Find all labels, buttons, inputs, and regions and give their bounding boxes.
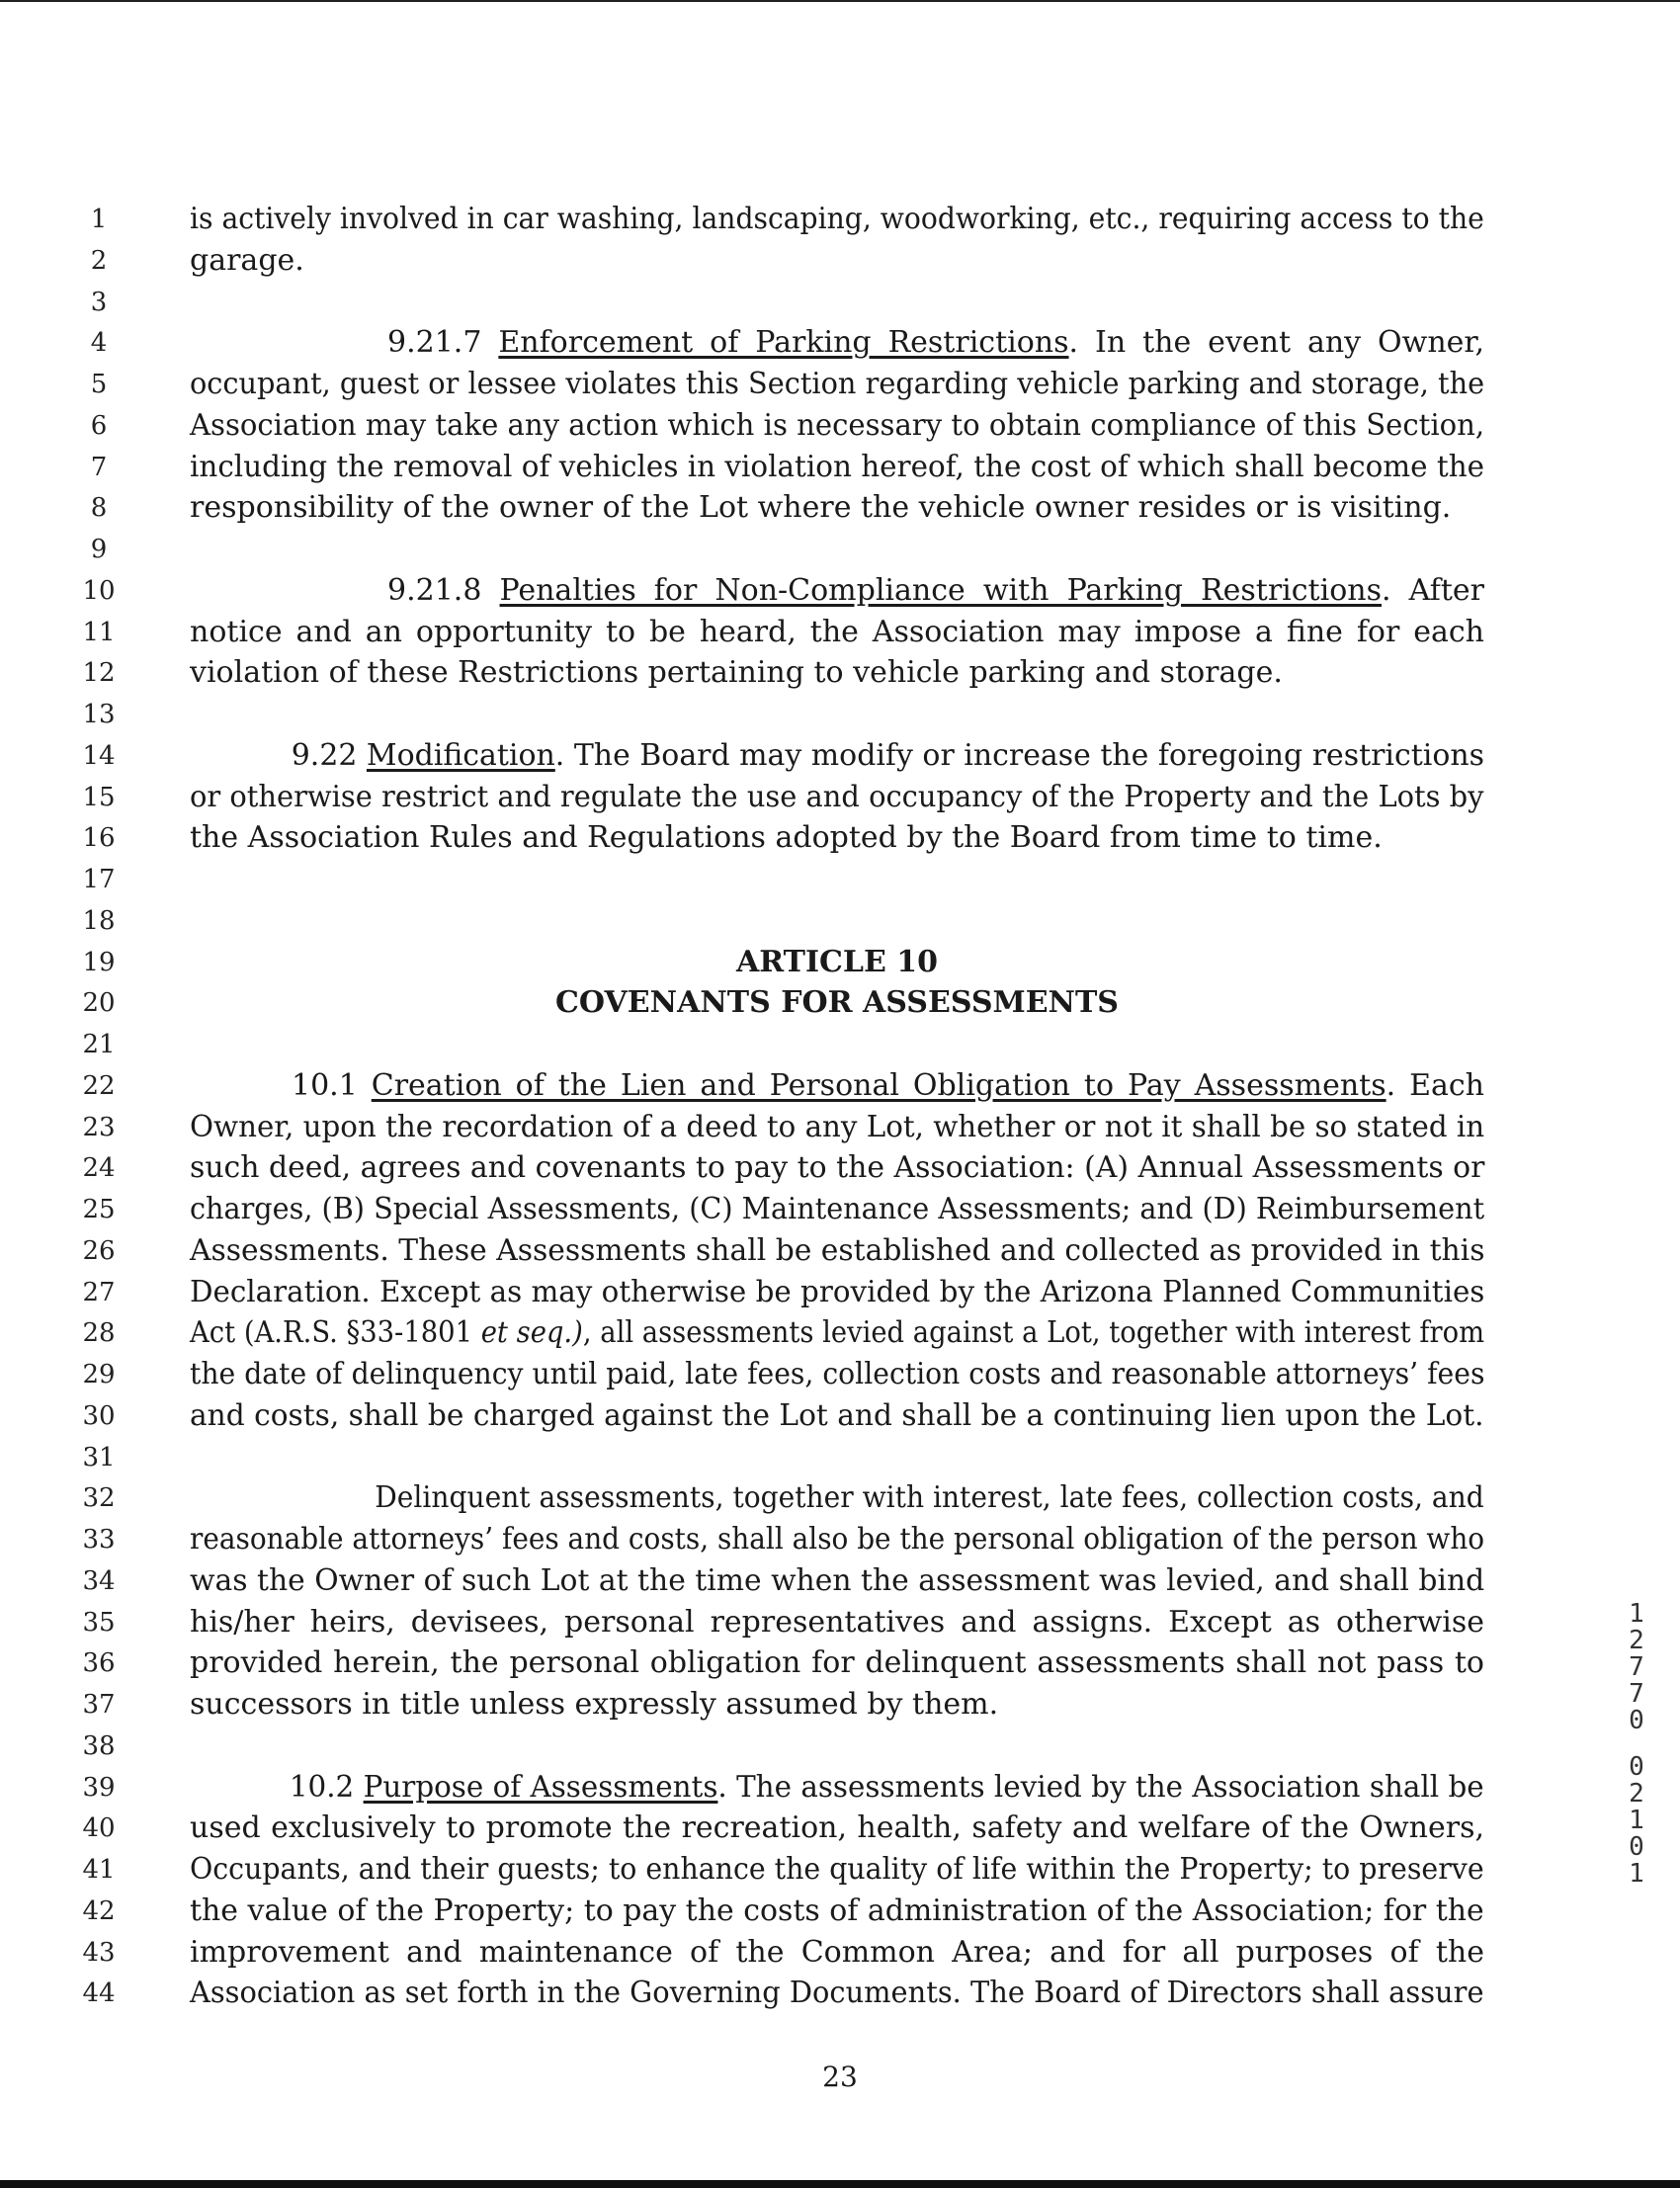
text-run: used exclusively to promote the recreation, health, safety and welfare of the Owners, bbox=[190, 1810, 1484, 1846]
line-number: 5 bbox=[90, 370, 108, 399]
text-line bbox=[190, 1108, 1485, 1147]
line-number: 7 bbox=[90, 452, 108, 482]
scan-top-edge bbox=[0, 0, 1680, 2]
line-number: 8 bbox=[90, 493, 108, 524]
text-line bbox=[190, 1561, 1485, 1601]
text-line bbox=[190, 778, 1484, 817]
line-number: 19 bbox=[82, 947, 116, 977]
text-line bbox=[190, 365, 1485, 404]
article-title: COVENANTS FOR ASSESSMENTS bbox=[555, 985, 1119, 1021]
text-line bbox=[190, 323, 1484, 363]
text-run: violation of these Restrictions pertaining to vehicle parking and storage. bbox=[190, 655, 1283, 691]
text-run: is actively involved in car washing, landscaping, woodworking, etc., requiring access to the bbox=[190, 202, 1484, 236]
text-run: . The assessments levied by the Association shall be bbox=[717, 1769, 1484, 1805]
stamp-digit: 1 bbox=[1629, 1599, 1644, 1629]
text-run: . After bbox=[1381, 572, 1484, 608]
text-run: . Each bbox=[1386, 1067, 1484, 1103]
text-run: et seq.) bbox=[480, 1315, 583, 1351]
article-heading: ARTICLE 10 bbox=[735, 944, 939, 979]
text-run: his/her heirs, devisees, personal representatives and assigns. Except as otherwise bbox=[190, 1604, 1484, 1640]
text-run: Assessments. These Assessments shall be established and collected as provided in this bbox=[190, 1232, 1485, 1268]
line-number: 44 bbox=[82, 1978, 116, 2009]
stamp-digit: 0 bbox=[1629, 1832, 1644, 1862]
text-line bbox=[190, 1148, 1485, 1188]
text-run: 9.22 bbox=[291, 737, 367, 773]
text-run: notice and an opportunity to be heard, the Association may impose a fine for each bbox=[190, 614, 1484, 649]
text-line bbox=[190, 200, 1484, 239]
text-run: reasonable attorneys’ fees and costs, shall also be the personal obligation of the person who bbox=[190, 1522, 1485, 1557]
stamp-digit: 0 bbox=[1629, 1706, 1644, 1735]
text-line bbox=[190, 1190, 1485, 1229]
line-number: 43 bbox=[82, 1937, 116, 1968]
text-line bbox=[190, 1396, 1484, 1436]
text-line bbox=[190, 1643, 1484, 1683]
text-line bbox=[190, 448, 1485, 487]
text-run: , all assessments levied against a Lot, together with interest from bbox=[582, 1315, 1485, 1351]
text-run: Occupants, and their guests; to enhance the quality of life within the Property; to preserve bbox=[190, 1852, 1484, 1887]
line-number: 9 bbox=[90, 535, 108, 564]
text-line bbox=[190, 1478, 1484, 1518]
text-run: Association as set forth in the Governing Documents. The Board of Directors shall assure bbox=[190, 1976, 1484, 2011]
line-number: 42 bbox=[82, 1895, 116, 1926]
text-run: Owner, upon the recordation of a deed to any Lot, whether or not it shall be so stated in bbox=[190, 1109, 1485, 1144]
text-line bbox=[190, 1685, 1484, 1725]
text-line bbox=[190, 241, 1484, 281]
text-run: responsibility of the owner of the Lot where the vehicle owner resides or is visiting. bbox=[190, 490, 1452, 526]
text-line bbox=[190, 1273, 1485, 1312]
line-number: 22 bbox=[82, 1070, 116, 1101]
line-number: 32 bbox=[82, 1483, 116, 1514]
line-number: 13 bbox=[82, 700, 116, 729]
section-title: Purpose of Assessments bbox=[363, 1769, 718, 1805]
line-number: 15 bbox=[82, 782, 116, 812]
section-title: Creation of the Lien and Personal Obligation to Pay Assessments bbox=[371, 1067, 1386, 1103]
text-run: Association may take any action which is necessary to obtain compliance of this Section, bbox=[190, 407, 1485, 443]
text-run: garage. bbox=[190, 242, 304, 278]
stamp-digit: 2 bbox=[1629, 1626, 1644, 1655]
line-number: 40 bbox=[82, 1813, 116, 1844]
text-run: the date of delinquency until paid, late fees, collection costs and reasonable attorneys’ fees bbox=[190, 1357, 1485, 1391]
line-number: 14 bbox=[82, 740, 116, 771]
stamp-digit: 7 bbox=[1629, 1652, 1644, 1682]
text-run: occupant, guest or lessee violates this Section regarding vehicle parking and storage, the bbox=[190, 367, 1485, 401]
text-line bbox=[190, 818, 1484, 858]
text-run: 9.21.7 bbox=[387, 325, 499, 361]
line-number: 6 bbox=[90, 410, 108, 441]
recording-stamp bbox=[1623, 1601, 1650, 1888]
text-run: improvement and maintenance of the Common Area; and for all purposes of the bbox=[190, 1934, 1484, 1970]
line-number: 21 bbox=[82, 1030, 116, 1059]
line-number: 17 bbox=[82, 865, 116, 894]
text-run: 9.21.8 bbox=[387, 572, 500, 608]
text-line bbox=[190, 653, 1484, 693]
line-number: 36 bbox=[82, 1648, 116, 1679]
line-number: 31 bbox=[82, 1442, 116, 1473]
line-number: 4 bbox=[90, 328, 108, 359]
stamp-digit: 1 bbox=[1629, 1859, 1644, 1889]
text-run: Declaration. Except as may otherwise be provided by the Arizona Planned Communities bbox=[190, 1274, 1485, 1309]
text-run: the value of the Property; to pay the costs of administration of the Association; for the bbox=[190, 1893, 1484, 1928]
section-title: Penalties for Non-Compliance with Parking Restrictions bbox=[499, 572, 1382, 608]
text-run: such deed, agrees and covenants to pay to the Association: (A) Annual Assessments or bbox=[190, 1150, 1485, 1186]
text-line bbox=[190, 1809, 1484, 1848]
line-number: 3 bbox=[90, 287, 108, 317]
text-run: provided herein, the personal obligation for delinquent assessments shall not pass to bbox=[190, 1645, 1484, 1681]
line-number: 25 bbox=[82, 1195, 116, 1224]
line-number: 28 bbox=[82, 1318, 116, 1349]
line-number: 18 bbox=[82, 905, 116, 936]
text-line bbox=[190, 1850, 1484, 1890]
text-line bbox=[190, 1892, 1484, 1931]
text-run: or otherwise restrict and regulate the use and occupancy of the Property and the Lots by bbox=[190, 779, 1484, 814]
text-run: successors in title unless expressly assumed by them. bbox=[190, 1687, 999, 1722]
text-run: the Association Rules and Regulations adopted by the Board from time to time. bbox=[190, 820, 1383, 856]
text-run: Delinquent assessments, together with interest, late fees, collection costs, and bbox=[375, 1480, 1484, 1516]
line-number: 35 bbox=[82, 1607, 116, 1638]
stamp-digit: 7 bbox=[1629, 1679, 1644, 1709]
line-number: 12 bbox=[82, 658, 116, 689]
text-run: Act (A.R.S. §33-1801 bbox=[190, 1315, 481, 1351]
scan-bottom-edge bbox=[0, 2180, 1680, 2188]
line-number: 10 bbox=[82, 575, 116, 606]
section-title: Modification bbox=[366, 737, 555, 773]
line-number: 2 bbox=[90, 245, 108, 276]
line-number: 1 bbox=[90, 205, 108, 234]
line-number: 38 bbox=[82, 1730, 116, 1761]
text-run: 10.2 bbox=[289, 1769, 364, 1805]
line-number: 27 bbox=[82, 1277, 116, 1307]
line-number: 24 bbox=[82, 1153, 116, 1184]
line-number: 20 bbox=[82, 988, 116, 1019]
text-line bbox=[190, 613, 1484, 652]
text-line bbox=[190, 1603, 1484, 1642]
text-line bbox=[190, 1355, 1485, 1394]
line-number: 39 bbox=[82, 1772, 116, 1803]
text-line bbox=[190, 1933, 1484, 1973]
line-number: 29 bbox=[82, 1360, 116, 1389]
line-number: 30 bbox=[82, 1400, 116, 1431]
text-line bbox=[190, 1974, 1484, 2013]
line-number: 11 bbox=[82, 617, 116, 647]
stamp-digit bbox=[1623, 1734, 1650, 1754]
text-line bbox=[190, 736, 1485, 776]
text-line bbox=[190, 1231, 1485, 1271]
page-number: 23 bbox=[822, 2061, 858, 2093]
line-number: 26 bbox=[82, 1235, 116, 1266]
text-run: and costs, shall be charged against the Lot and shall be a continuing lien upon the Lot. bbox=[190, 1397, 1484, 1433]
text-line bbox=[190, 1768, 1484, 1808]
text-line bbox=[190, 488, 1484, 528]
line-number: 33 bbox=[82, 1525, 116, 1555]
text-line bbox=[190, 571, 1484, 611]
text-line bbox=[190, 1520, 1485, 1559]
text-run: charges, (B) Special Assessments, (C) Maintenance Assessments; and (D) Reimbursement bbox=[190, 1192, 1485, 1226]
line-number: 41 bbox=[82, 1855, 116, 1885]
stamp-digit: 2 bbox=[1629, 1779, 1644, 1809]
stamp-digit: 0 bbox=[1629, 1752, 1644, 1782]
text-run: was the Owner of such Lot at the time when the assessment was levied, and shall bind bbox=[190, 1562, 1485, 1598]
section-title: Enforcement of Parking Restrictions bbox=[498, 325, 1069, 361]
text-line bbox=[190, 1313, 1485, 1353]
text-run: . The Board may modify or increase the foregoing restrictions bbox=[554, 737, 1485, 773]
line-number: 34 bbox=[82, 1565, 116, 1596]
line-number: 23 bbox=[82, 1112, 116, 1142]
text-line bbox=[190, 406, 1485, 446]
text-run: including the removal of vehicles in violation hereof, the cost of which shall become the bbox=[190, 449, 1485, 484]
text-run: 10.1 bbox=[292, 1067, 372, 1103]
text-line bbox=[190, 1066, 1484, 1106]
line-number: 16 bbox=[82, 823, 116, 854]
line-number: 37 bbox=[82, 1690, 116, 1720]
stamp-digit: 1 bbox=[1629, 1806, 1644, 1835]
text-run: . In the event any Owner, bbox=[1068, 325, 1484, 361]
